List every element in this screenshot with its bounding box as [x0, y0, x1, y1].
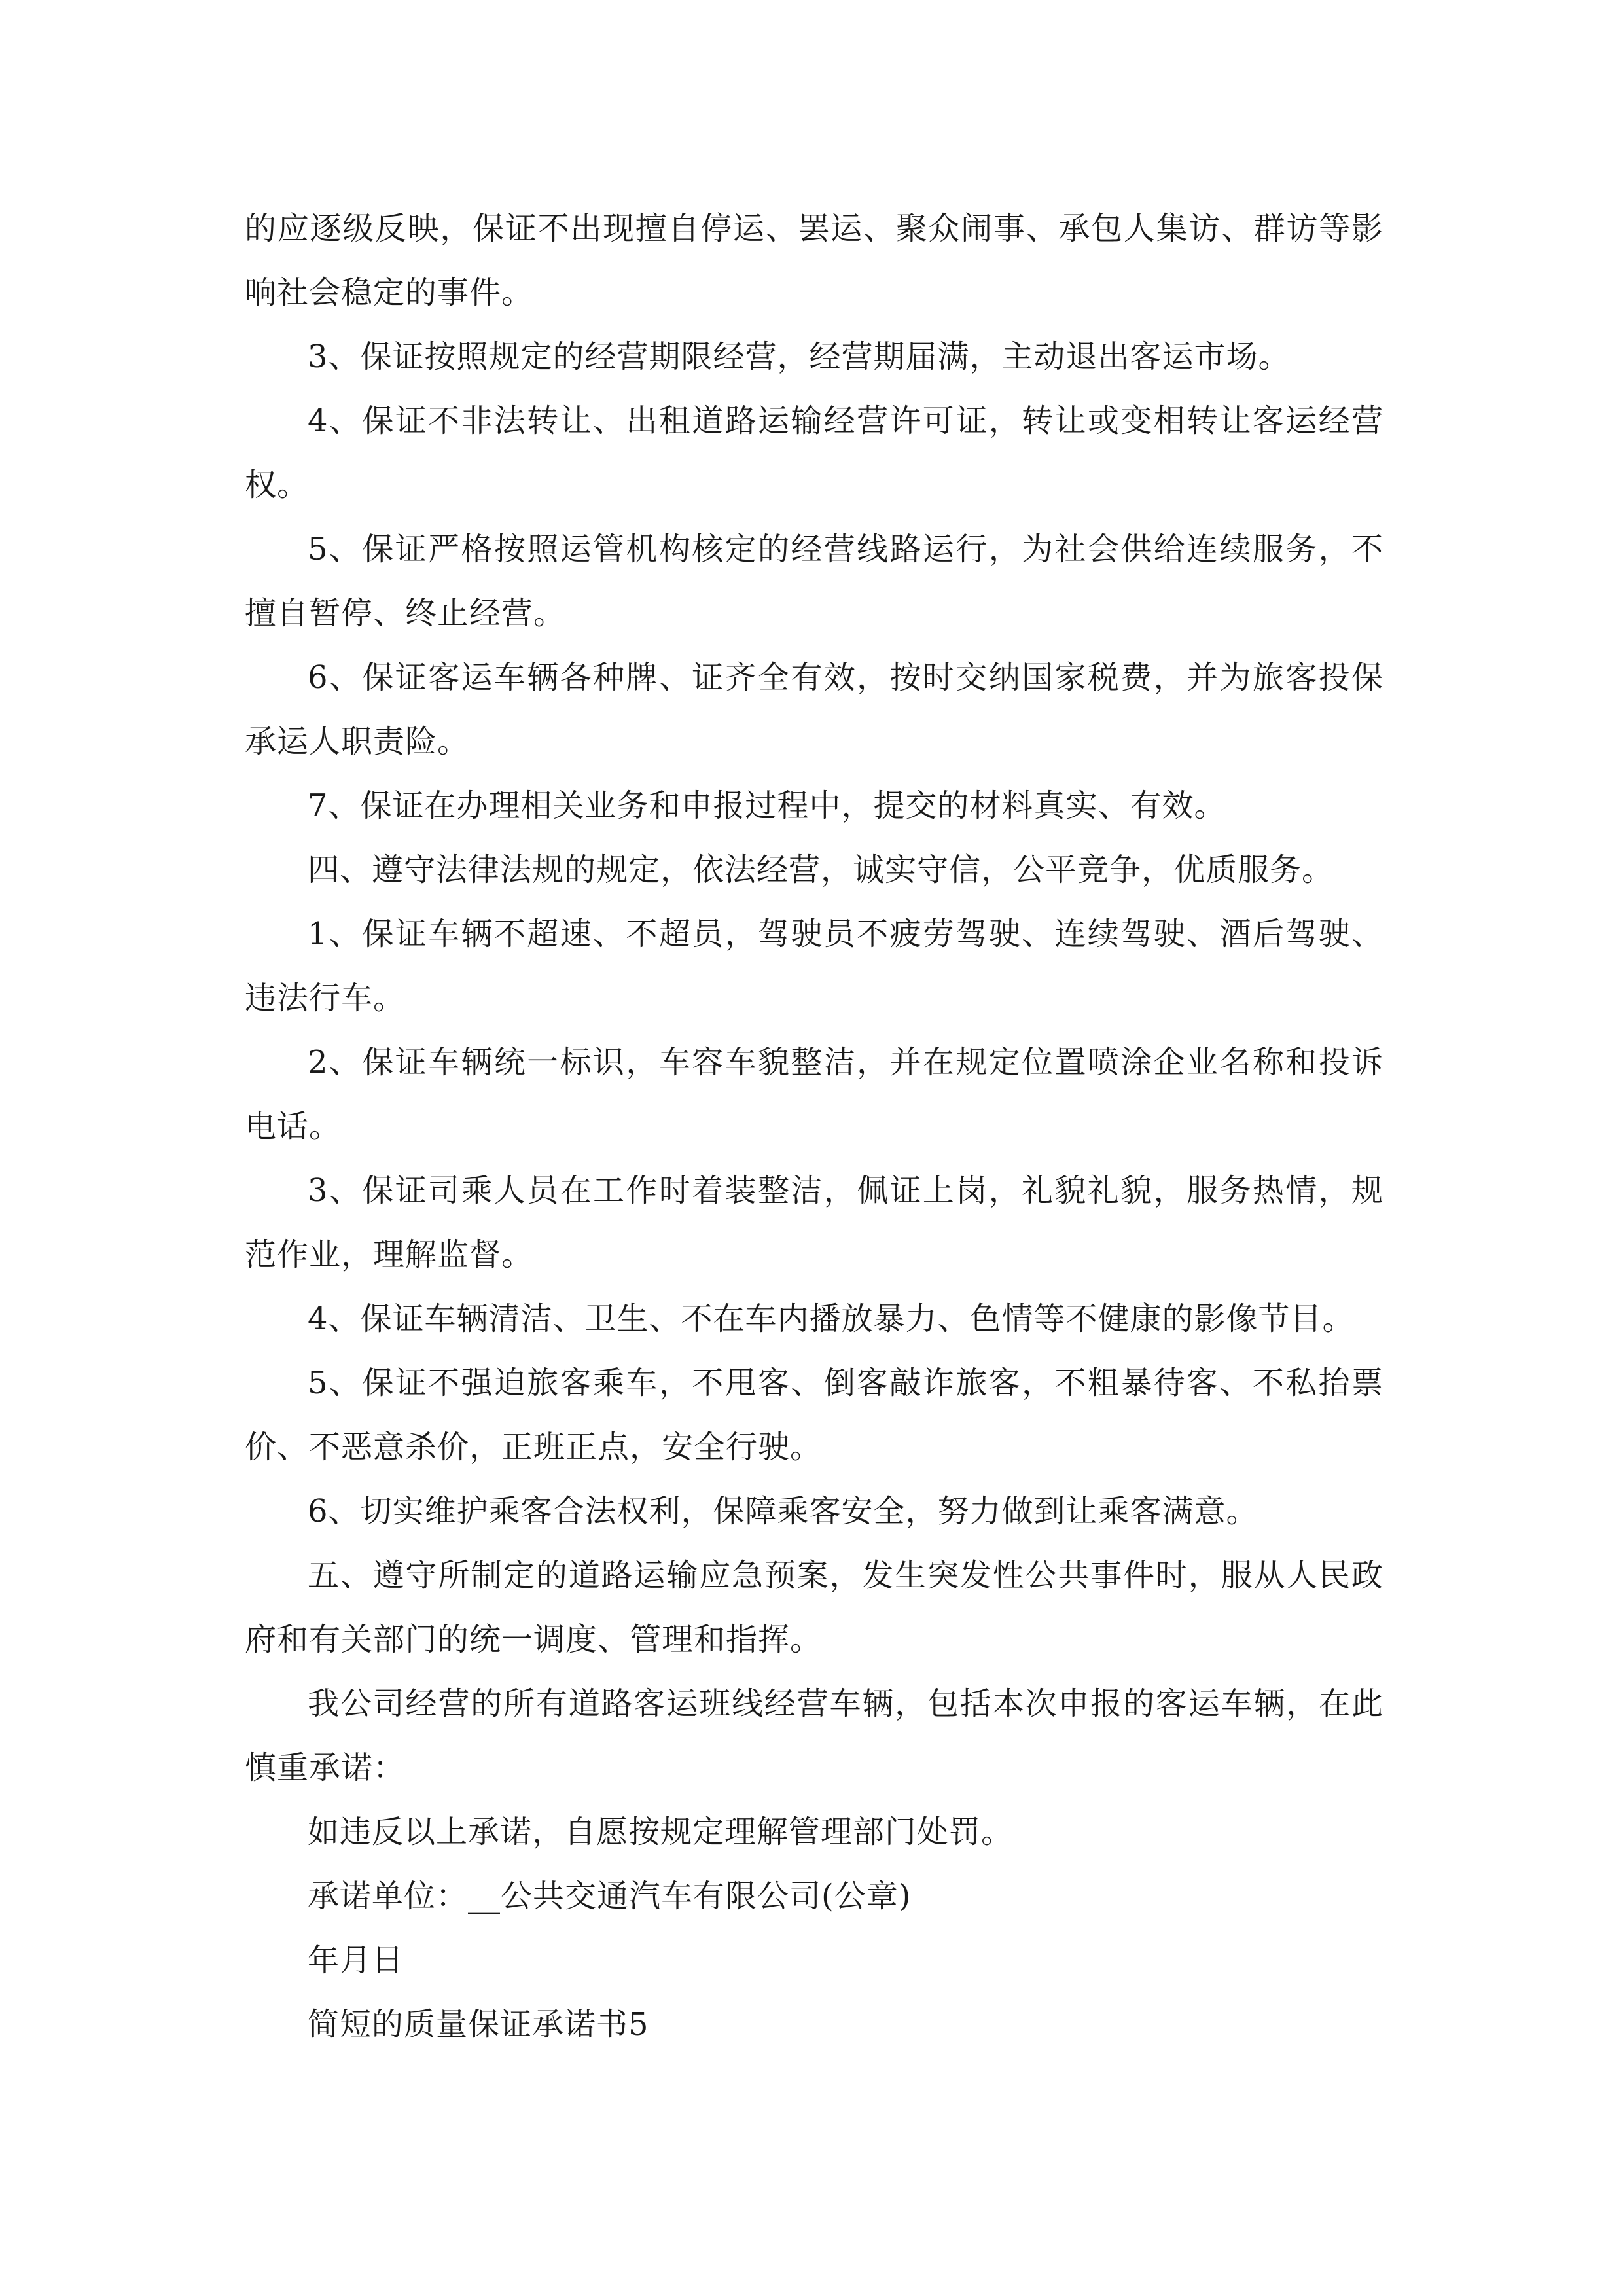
paragraph: 4、保证车辆清洁、卫生、不在车内播放暴力、色情等不健康的影像节目。 — [308, 1300, 1355, 1337]
paragraph: 的应逐级反映，保证不出现擅自停运、罢运、聚众闹事、承包人集访、群访等影响社会稳定的事件。 — [245, 210, 1383, 311]
paragraph: 5、保证严格按照运管机构核定的经营线路运行，为社会供给连续服务，不擅自暂停、终止经营。 — [245, 531, 1383, 632]
paragraph: 6、切实维护乘客合法权利，保障乘客安全，努力做到让乘客满意。 — [308, 1493, 1258, 1530]
paragraph: 3、保证司乘人员在工作时着装整洁，佩证上岗，礼貌礼貌，服务热情，规范作业，理解监督。 — [245, 1172, 1383, 1273]
paragraph: 如违反以上承诺，自愿按规定理解管理部门处罚。 — [308, 1814, 1014, 1850]
paragraph: 我公司经营的所有道路客运班线经营车辆，包括本次申报的客运车辆，在此慎重承诺： — [245, 1685, 1383, 1786]
paragraph: 7、保证在办理相关业务和申报过程中，提交的材料真实、有效。 — [308, 787, 1226, 824]
paragraph: 2、保证车辆统一标识，车容车貌整洁，并在规定位置喷涂企业名称和投诉电话。 — [245, 1044, 1383, 1145]
paragraph: 1、保证车辆不超速、不超员，驾驶员不疲劳驾驶、连续驾驶、酒后驾驶、违法行车。 — [245, 916, 1383, 1016]
document-body — [245, 196, 1383, 2056]
date-line: 年月日 — [308, 1942, 404, 1979]
paragraph: 5、保证不强迫旅客乘车，不甩客、倒客敲诈旅客，不粗暴待客、不私抬票价、不恶意杀价，正班正点，安全行驶。 — [245, 1365, 1383, 1465]
paragraph: 6、保证客运车辆各种牌、证齐全有效，按时交纳国家税费，并为旅客投保承运人职责险。 — [245, 659, 1383, 760]
section-heading: 五、遵守所制定的道路运输应急预案，发生突发性公共事件时，服从人民政府和有关部门的统一调度、管理和指挥。 — [245, 1557, 1383, 1658]
next-document-title: 简短的质量保证承诺书5 — [308, 2006, 649, 2043]
section-heading: 四、遵守法律法规的规定，依法经营，诚实守信，公平竞争，优质服务。 — [308, 852, 1334, 888]
signature-line: 承诺单位：__公共交通汽车有限公司(公章) — [308, 1878, 912, 1914]
paragraph: 4、保证不非法转让、出租道路运输经营许可证，转让或变相转让客运经营权。 — [245, 403, 1383, 503]
paragraph: 3、保证按照规定的经营期限经营，经营期届满，主动退出客运市场。 — [308, 338, 1291, 375]
